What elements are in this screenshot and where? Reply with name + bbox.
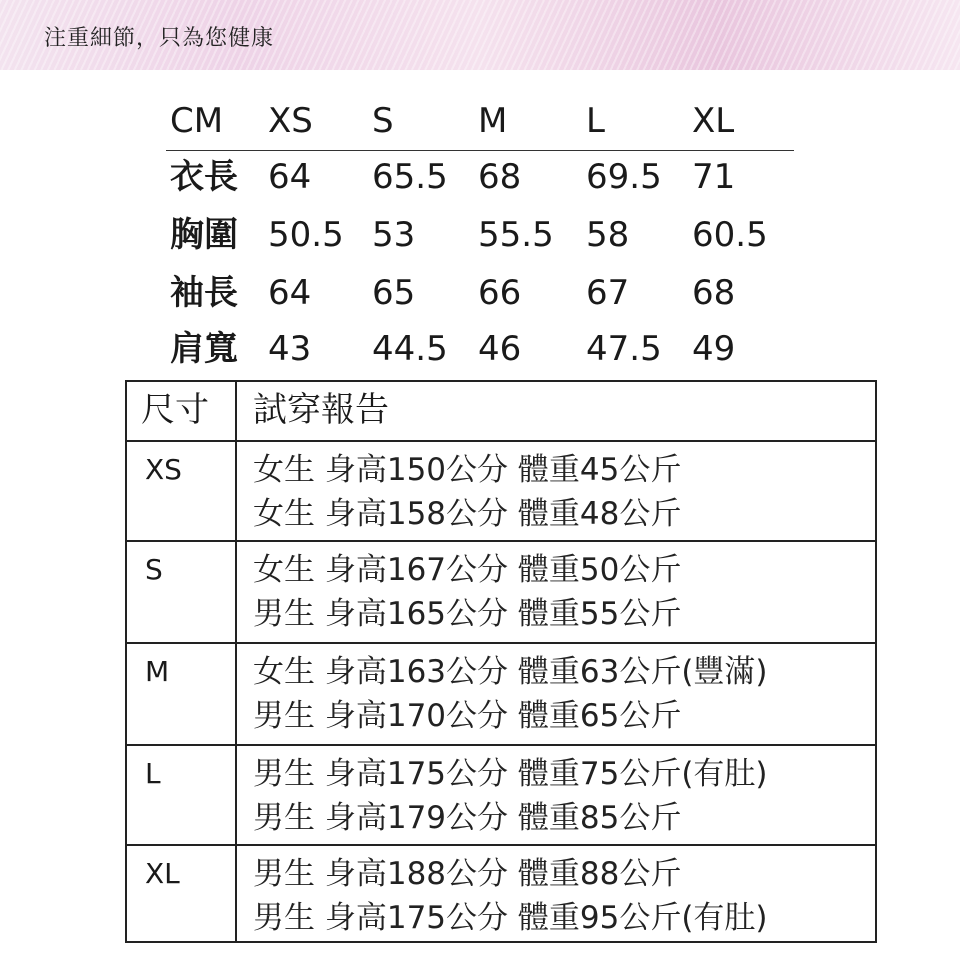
size-chart-row-length (166, 152, 796, 202)
fit-report-size: S (145, 553, 163, 586)
fit-report-line: 女生 身高167公分 體重50公斤 (253, 552, 682, 588)
fit-report-row-s (127, 540, 875, 642)
value-cell: 53 (372, 215, 416, 255)
top-banner (0, 0, 960, 70)
value-cell: 49 (692, 329, 736, 369)
value-cell: 66 (478, 273, 522, 313)
size-chart-col-l: L (586, 101, 605, 141)
value-cell: 43 (268, 329, 312, 369)
size-chart-header-row (166, 96, 796, 146)
size-chart-col-xl: XL (692, 101, 735, 141)
size-chart-col-s: S (372, 101, 394, 141)
size-chart-col-m: M (478, 101, 508, 141)
fit-report-entries (253, 852, 768, 940)
fit-report-line: 女生 身高158公分 體重48公斤 (253, 496, 682, 532)
fit-report-line: 男生 身高175公分 體重95公斤(有肚) (253, 900, 768, 936)
fit-report-line: 男生 身高179公分 體重85公斤 (253, 800, 682, 836)
value-cell: 55.5 (478, 215, 554, 255)
size-chart-col-xs: XS (268, 101, 313, 141)
banner-slogan: 注重細節，只為您健康 (44, 26, 275, 51)
fit-report-row-m (127, 642, 875, 744)
size-chart-row-sleeve (166, 268, 796, 318)
fit-report-entries (253, 752, 768, 840)
value-cell: 65.5 (372, 157, 448, 197)
value-cell: 65 (372, 273, 416, 313)
fit-report-row-l (127, 744, 875, 844)
value-cell: 68 (692, 273, 736, 313)
fit-report-line: 男生 身高175公分 體重75公斤(有肚) (253, 756, 768, 792)
row-label: 袖長 (170, 273, 238, 313)
value-cell: 64 (268, 157, 312, 197)
fit-report-line: 女生 身高150公分 體重45公斤 (253, 452, 682, 488)
value-cell: 60.5 (692, 215, 768, 255)
fit-report-title: 試穿報告 (253, 390, 389, 430)
fit-report-line: 男生 身高188公分 體重88公斤 (253, 856, 682, 892)
value-cell: 50.5 (268, 215, 344, 255)
fit-report-entries (253, 448, 681, 536)
value-cell: 67 (586, 273, 630, 313)
fit-report-line: 男生 身高165公分 體重55公斤 (253, 596, 682, 632)
value-cell: 47.5 (586, 329, 662, 369)
row-label: 肩寬 (170, 329, 238, 369)
fit-report-size-header: 尺寸 (141, 390, 209, 430)
size-chart-header-divider (166, 150, 794, 151)
value-cell: 46 (478, 329, 522, 369)
value-cell: 68 (478, 157, 522, 197)
value-cell: 69.5 (586, 157, 662, 197)
fit-report-row-xs (127, 440, 875, 540)
fit-report-entries (253, 650, 768, 738)
fit-report-size: M (145, 655, 170, 688)
fit-report-size: XL (145, 857, 180, 890)
value-cell: 64 (268, 273, 312, 313)
size-chart-row-chest (166, 210, 796, 260)
size-chart-row-shoulder (166, 324, 796, 374)
row-label: 胸圍 (170, 215, 238, 255)
fit-report-table (125, 380, 877, 943)
value-cell: 58 (586, 215, 630, 255)
fit-report-row-xl (127, 844, 875, 941)
value-cell: 44.5 (372, 329, 448, 369)
size-chart-unit: CM (170, 101, 224, 141)
value-cell: 71 (692, 157, 736, 197)
row-label: 衣長 (170, 157, 238, 197)
fit-report-line: 男生 身高170公分 體重65公斤 (253, 698, 682, 734)
fit-report-size: XS (145, 453, 182, 486)
fit-report-entries (253, 548, 681, 636)
fit-report-header-row (127, 382, 875, 440)
fit-report-size: L (145, 757, 161, 790)
fit-report-line: 女生 身高163公分 體重63公斤(豐滿) (253, 654, 768, 690)
